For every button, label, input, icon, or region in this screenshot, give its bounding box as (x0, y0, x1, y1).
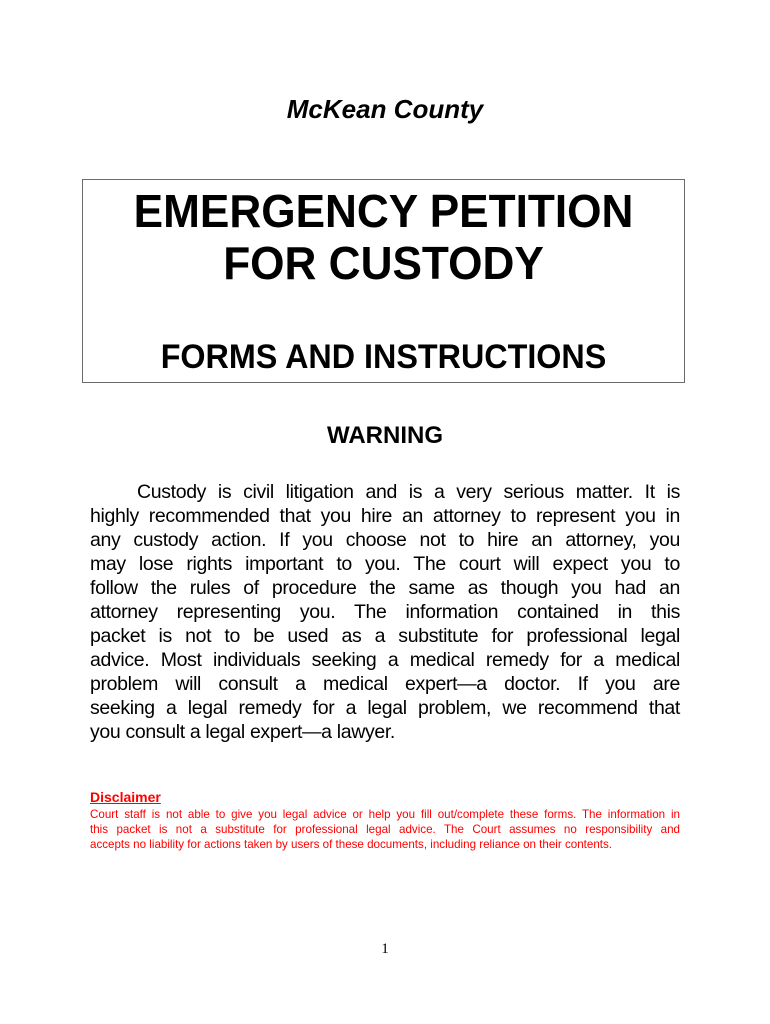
paragraph-line: follow the rules of procedure the same as though you had an (90, 577, 680, 599)
paragraph-line: advice. Most individuals seeking a medical remedy for a medical (90, 649, 680, 671)
subtitle: FORMS AND INSTRUCTIONS (160, 338, 607, 376)
paragraph-line: packet is not to be used as a substitute for professional legal (90, 625, 680, 647)
disclaimer-line: this packet is not a substitute for professional legal advice. The Court assumes no responsibility and (90, 823, 680, 836)
paragraph-line: any custody action. If you choose not to hire an attorney, you (90, 529, 680, 551)
title-line-2: FOR CUSTODY (223, 237, 544, 289)
disclaimer-line: accepts no liability for actions taken by users of these documents, including reliance on their contents. (90, 838, 613, 851)
paragraph-line: highly recommended that you hire an attorney to represent you in (90, 505, 680, 527)
paragraph-line: may lose rights important to you. The court will expect you to (90, 553, 680, 575)
disclaimer-line: Court staff is not able to give you legal advice or help you fill out/complete these forms. The information in (90, 808, 680, 821)
disclaimer-section (90, 788, 680, 852)
paragraph-line: attorney representing you. The information contained in this (90, 601, 680, 623)
title-line-1: EMERGENCY PETITION (133, 185, 634, 237)
county-name: McKean County (286, 94, 484, 124)
paragraph-line: you consult a legal expert—a lawyer. (90, 721, 395, 743)
page-number: 1 (381, 941, 389, 957)
warning-paragraph (90, 480, 680, 744)
paragraph-line: seeking a legal remedy for a legal problem, we recommend that (90, 697, 680, 719)
disclaimer-heading: Disclaimer (90, 789, 161, 805)
paragraph-line: Custody is civil litigation and is a very serious matter. It is (137, 481, 680, 503)
paragraph-line: problem will consult a medical expert—a doctor. If you are (90, 673, 680, 695)
title-box (82, 179, 685, 383)
warning-heading: WARNING (327, 422, 443, 449)
